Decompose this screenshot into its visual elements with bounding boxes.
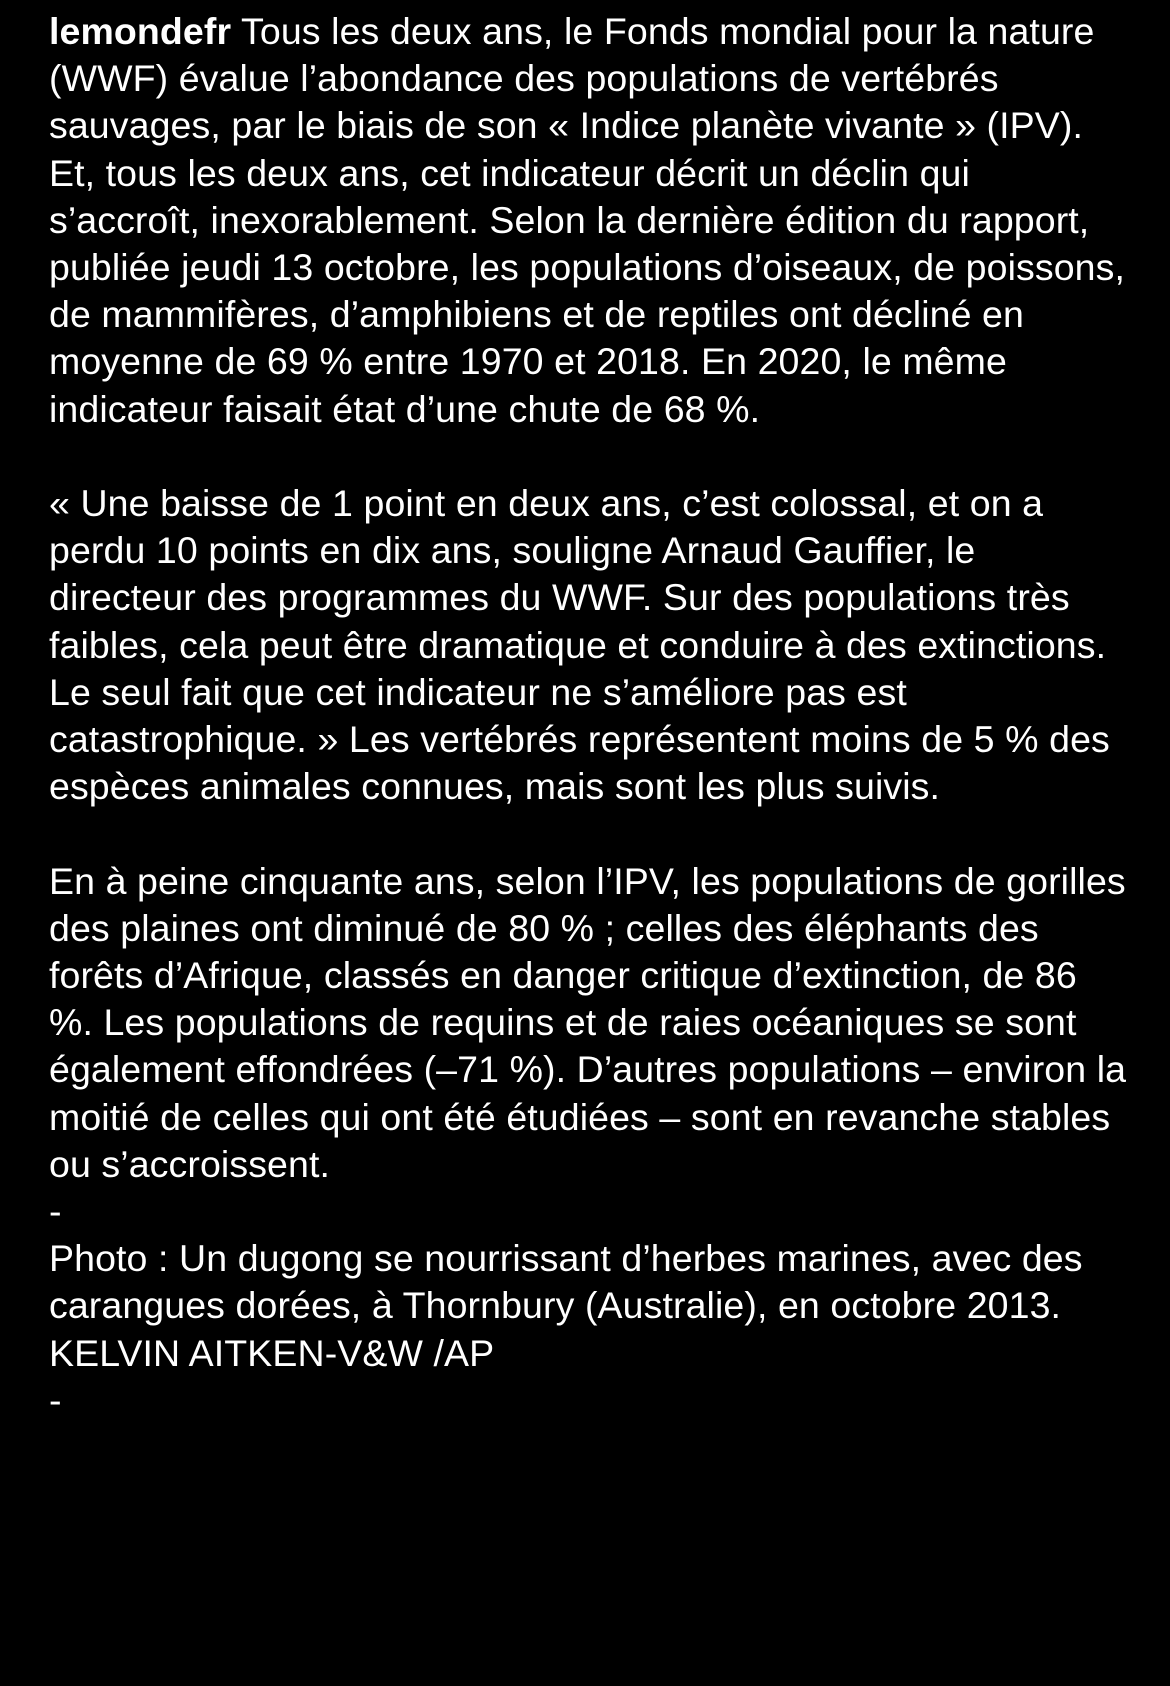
caption-paragraph-2: « Une baisse de 1 point en deux ans, c’est colossal, et on a perdu 10 points en dix ans, souligne Arnaud Gauffier, le directeur des programmes du WWF. Sur des populations très faibles, cela peut être dramatique et conduire à des extinctions. Le seul fait que cet indicateur ne s’améliore pas est catastrophique. » Les vertébrés représentent moins de 5 % des espèces animales connues, mais sont les plus suivis.: [49, 482, 1110, 808]
separator-dash: -: [49, 1190, 62, 1233]
photo-credit: Photo : Un dugong se nourrissant d’herbes marines, avec des carangues dorées, à Thornbury (Australie), en octobre 2013. KELVIN AITKEN-V&W /AP: [49, 1237, 1083, 1374]
paragraph-spacer: [49, 433, 1129, 480]
username-link[interactable]: lemondefr: [49, 10, 232, 52]
post-caption: [49, 8, 1129, 1424]
caption-paragraph-1: [49, 8, 1129, 433]
paragraph-spacer: [49, 810, 1129, 857]
caption-paragraph-3: En à peine cinquante ans, selon l’IPV, les populations de gorilles des plaines ont diminué de 80 % ; celles des éléphants des forêts d’Afrique, classés en danger critique d’extinction, de 86 %. Les populations de requins et de raies océaniques se sont également effondrées (–71 %). D’autres populations – environ la moitié de celles qui ont été étudiées – sont en revanche stables ou s’accroissent.: [49, 859, 1127, 1185]
caption-text: Tous les deux ans, le Fonds mondial pour la nature (WWF) évalue l’abondance des populations de vertébrés sauvages, par le biais de son « Indice planète vivante » (IPV). Et, tous les deux ans, cet indicateur décrit un déclin qui s’accroît, inexorablement. Selon la dernière édition du rapport, publiée jeudi 13 octobre, les populations d’oiseaux, de poissons, de mammifères, d’amphibiens et de reptiles ont décliné en moyenne de 69 % entre 1970 et 2018. En 2020, le même indicateur faisait état d’une chute de 68 %.: [49, 10, 1125, 430]
separator-dash: -: [49, 1378, 62, 1421]
